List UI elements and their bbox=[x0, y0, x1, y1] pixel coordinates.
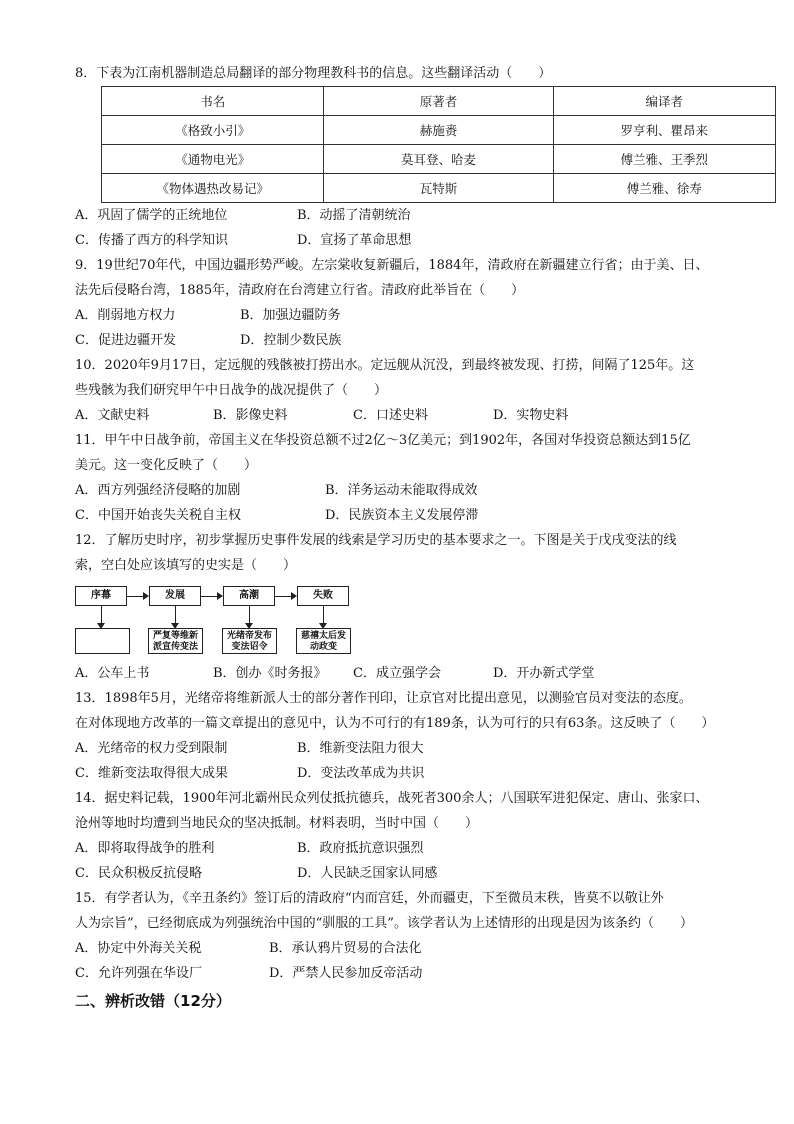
q10-stem-line2: 些残骸为我们研究甲午中日战争的战况提供了（ ） bbox=[75, 383, 388, 398]
q13-stem-line1: 13．1898年5月，光绪帝将维新派人士的部分著作刊印，让京官对比提出意见，以测验官员对变法的态度。 bbox=[75, 691, 692, 706]
table-cell: 傅兰雅、王季烈 bbox=[553, 145, 775, 174]
table-cell: 罗亨利、瞿昂来 bbox=[553, 116, 775, 145]
q15-option-b: B．承认鸦片贸易的合法化 bbox=[269, 941, 422, 956]
flow-connector bbox=[201, 596, 217, 597]
q12-option-c: C．成立强学会 bbox=[353, 666, 441, 681]
q9-stem-line2: 法先后侵略台湾，1885年，清政府在台湾建立行省。清政府此举旨在（ ） bbox=[75, 283, 525, 298]
flow-connector bbox=[101, 606, 102, 624]
flow-stage-prelude: 序幕 bbox=[75, 586, 127, 606]
q14-option-d: D．人民缺乏国家认同感 bbox=[297, 866, 438, 881]
flow-connector bbox=[323, 606, 324, 624]
q14-option-a: A．即将取得战争的胜利 bbox=[75, 841, 215, 856]
q11-option-d: D．民族资本主义发展停滞 bbox=[325, 508, 479, 523]
q9-stem-line1: 9．19世纪70年代，中国边疆形势严峻。左宗棠收复新疆后，1884年，清政府在新疆建立行省；由于美、日、 bbox=[75, 258, 709, 273]
q15-option-c: C．允许列强在华设厂 bbox=[75, 966, 202, 981]
q14-stem-line2: 沧州等地时均遭到当地民众的坚决抵制。材料表明，当时中国（ ） bbox=[75, 816, 479, 831]
arrow-right-icon bbox=[217, 592, 223, 600]
arrow-right-icon bbox=[291, 592, 297, 600]
q15-stem-line1: 15．有学者认为，《辛丑条约》签订后的清政府“内而宫廷，外而疆吏，下至微员末秩，皆莫不以敬让外 bbox=[75, 891, 664, 906]
q10-option-c: C．口述史料 bbox=[353, 408, 428, 423]
table-row bbox=[102, 174, 776, 203]
q8-option-d: D．宣扬了革命思想 bbox=[297, 233, 412, 248]
q13-stem-line2: 在对体现地方改革的一篇文章提出的意见中，认为不可行的有189条，认为可行的只有63条。这反映了（ ） bbox=[75, 716, 715, 731]
table-header: 编译者 bbox=[553, 87, 775, 116]
table-cell: 莫耳登、哈麦 bbox=[324, 145, 553, 174]
section-2-heading: 二、辨析改错（12分） bbox=[75, 992, 231, 1010]
q9-option-d: D．控制少数民族 bbox=[240, 333, 342, 348]
q12-option-d: D．开办新式学堂 bbox=[493, 666, 595, 681]
q11-option-a: A．西方列强经济侵略的加剧 bbox=[75, 483, 241, 498]
q10-option-b: B．影像史料 bbox=[213, 408, 288, 423]
table-cell: 《格致小引》 bbox=[102, 116, 324, 145]
q9-option-b: B．加强边疆防务 bbox=[240, 308, 341, 323]
q8-book-table bbox=[101, 86, 776, 203]
q12-option-b: B．创办《时务报》 bbox=[213, 666, 327, 681]
q14-option-b: B．政府抵抗意识强烈 bbox=[297, 841, 424, 856]
table-cell: 赫施赉 bbox=[324, 116, 553, 145]
flow-connector bbox=[275, 596, 291, 597]
q11-stem-line1: 11．甲午中日战争前，帝国主义在华投资总额不过2亿～3亿美元；到1902年，各国对华投资总额达到15亿 bbox=[75, 433, 691, 448]
table-cell: 傅兰雅、徐寿 bbox=[553, 174, 775, 203]
q15-stem-line2: 人为宗旨”，已经彻底成为列强统治中国的“驯服的工具”。该学者认为上述情形的出现是因为该条约（ ） bbox=[75, 916, 693, 931]
q10-option-d: D．实物史料 bbox=[493, 408, 569, 423]
q13-option-b: B．维新变法阻力很大 bbox=[297, 741, 424, 756]
flow-event-blank bbox=[75, 628, 130, 654]
q15-option-a: A．协定中外海关关税 bbox=[75, 941, 202, 956]
q10-stem-line1: 10．2020年9月17日，定远舰的残骸被打捞出水。定远舰从沉没，到最终被发现、打捞，间隔了125年。这 bbox=[75, 358, 695, 373]
table-header: 书名 bbox=[102, 87, 324, 116]
q11-option-c: C．中国开始丧失关税自主权 bbox=[75, 508, 241, 523]
flow-event-development: 严复等维新派宣传变法 bbox=[148, 628, 203, 654]
table-header-row bbox=[102, 87, 776, 116]
q12-stem-line2: 索，空白处应该填写的史实是（ ） bbox=[75, 558, 297, 573]
flow-connector bbox=[175, 606, 176, 624]
flow-connector bbox=[127, 596, 143, 597]
q11-stem-line2: 美元。这一变化反映了（ ） bbox=[75, 458, 258, 473]
q13-option-c: C．维新变法取得很大成果 bbox=[75, 766, 228, 781]
table-cell: 瓦特斯 bbox=[324, 174, 553, 203]
q8-stem: 8．下表为江南机器制造总局翻译的部分物理教科书的信息。这些翻译活动（ ） bbox=[75, 66, 552, 81]
flow-event-climax: 光绪帝发布变法诏令 bbox=[222, 628, 277, 654]
q9-option-c: C．促进边疆开发 bbox=[75, 333, 176, 348]
q9-option-a: A．削弱地方权力 bbox=[75, 308, 176, 323]
q13-option-a: A．光绪帝的权力受到限制 bbox=[75, 741, 228, 756]
q8-option-a: A．巩固了儒学的正统地位 bbox=[75, 208, 228, 223]
q8-option-b: B．动摇了清朝统治 bbox=[297, 208, 411, 223]
flow-stage-development: 发展 bbox=[149, 586, 201, 606]
table-cell: 《通物电光》 bbox=[102, 145, 324, 174]
q12-stem-line1: 12．了解历史时序，初步掌握历史事件发展的线索是学习历史的基本要求之一。下图是关于戊戌变法的线 bbox=[75, 533, 677, 548]
arrow-right-icon bbox=[143, 592, 149, 600]
table-row bbox=[102, 145, 776, 174]
q15-option-d: D．严禁人民参加反帝活动 bbox=[269, 966, 423, 981]
q13-option-d: D．变法改革成为共识 bbox=[297, 766, 425, 781]
table-header: 原著者 bbox=[324, 87, 553, 116]
flow-event-failure: 慈禧太后发动政变 bbox=[296, 628, 351, 654]
q14-stem-line1: 14．据史料记载，1900年河北霸州民众列仗抵抗德兵，战死者300余人；八国联军进犯保定、唐山、张家口、 bbox=[75, 791, 709, 806]
q14-option-c: C．民众积极反抗侵略 bbox=[75, 866, 202, 881]
q12-flow-diagram bbox=[75, 586, 435, 656]
flow-stage-climax: 高潮 bbox=[223, 586, 275, 606]
q10-option-a: A．文献史料 bbox=[75, 408, 150, 423]
q8-option-c: C．传播了西方的科学知识 bbox=[75, 233, 228, 248]
q12-option-a: A．公车上书 bbox=[75, 666, 150, 681]
flow-connector bbox=[249, 606, 250, 624]
table-cell: 《物体遇热改易记》 bbox=[102, 174, 324, 203]
table-row bbox=[102, 116, 776, 145]
q11-option-b: B．洋务运动未能取得成效 bbox=[325, 483, 478, 498]
flow-stage-failure: 失败 bbox=[297, 586, 349, 606]
